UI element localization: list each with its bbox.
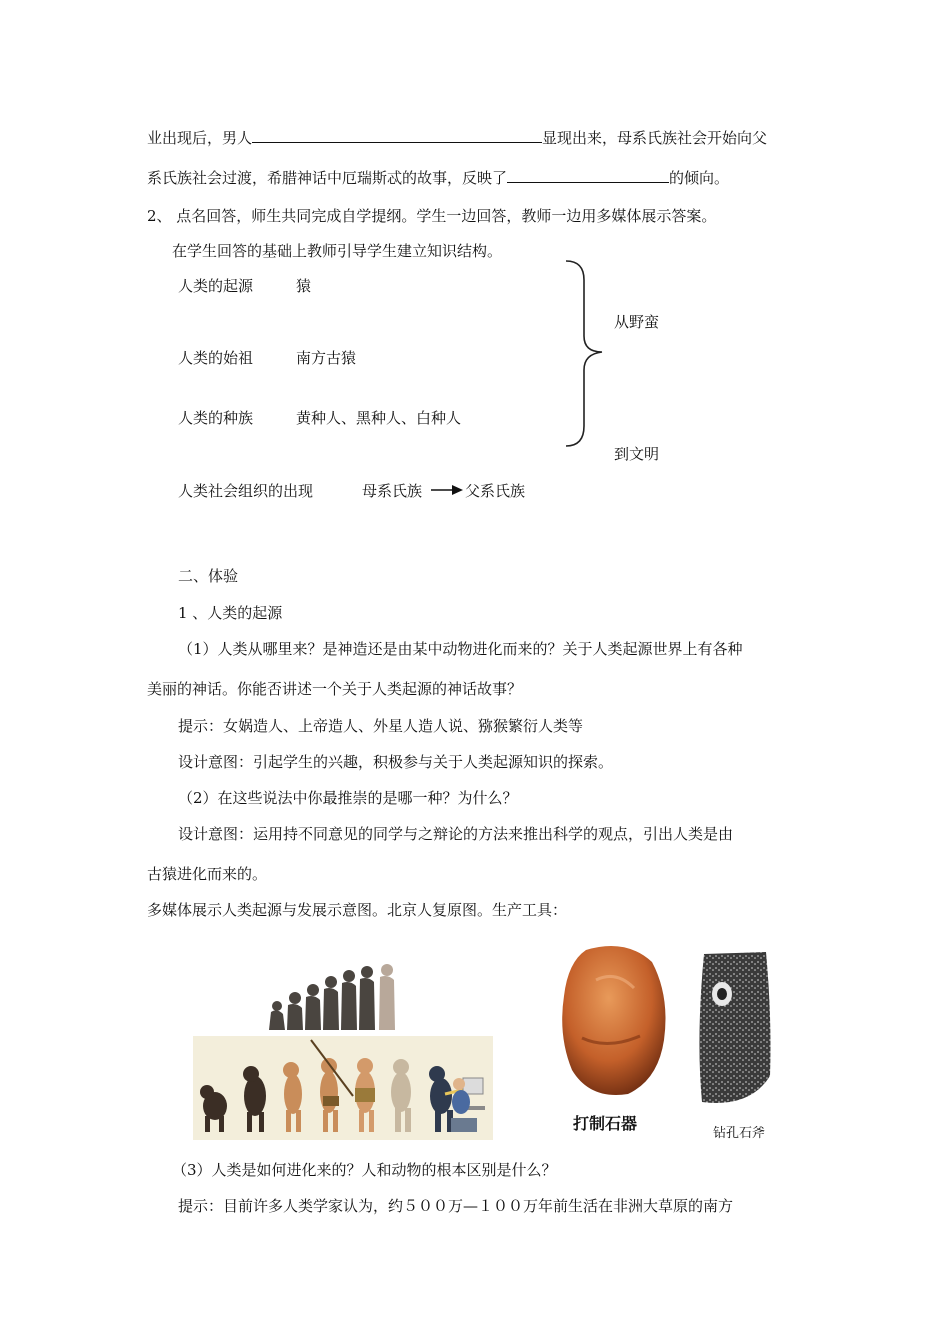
structure-intro: 在学生回答的基础上教师引导学生建立知识结构。 xyxy=(172,242,503,260)
hint-3: 提示：目前许多人类学家认为，约５００万—１００万年前生活在非洲大草原的南方 xyxy=(178,1197,734,1215)
design-intent-2-line-1: 设计意图：运用持不同意见的同学与之辩论的方法来推出科学的观点，引出人类是由 xyxy=(178,825,734,843)
brace-label-top: 从野蛮 xyxy=(614,313,660,331)
evolution-sequence-color-image xyxy=(193,1036,493,1140)
fill-blank-2 xyxy=(507,168,669,183)
structure-row-label-race: 人类的种族 xyxy=(178,409,254,427)
fill-blank-1 xyxy=(252,128,542,143)
section-heading: 二、体验 xyxy=(178,567,239,585)
caption-stone-axe: 钻孔石斧 xyxy=(713,1126,766,1141)
arrow-right-icon xyxy=(430,483,464,497)
curly-brace xyxy=(560,258,610,450)
design-intent-2-line-2: 古猿进化而来的。 xyxy=(147,865,268,883)
fill-line-1-text-a: 业出现后，男人 xyxy=(147,129,253,147)
fill-line-2-text-a: 系氏族社会过渡，希腊神话中厄瑞斯忒的故事，反映了 xyxy=(147,169,508,187)
chipped-stone-tool-image xyxy=(556,940,672,1102)
subsection-heading: 1 、人类的起源 xyxy=(178,604,283,622)
caption-chipped-stone: 打制石器 xyxy=(573,1114,638,1133)
question-1-line-2: 美丽的神话。你能否讲述一个关于人类起源的神话故事？ xyxy=(147,680,523,698)
fill-line-1-text-b: 显现出来，母系氏族社会开始向父 xyxy=(542,129,768,147)
structure-row-label-origin: 人类的起源 xyxy=(178,277,254,295)
question-3: （3）人类是如何进化来的？人和动物的根本区别是什么？ xyxy=(172,1161,557,1179)
question-2: （2）在这些说法中你最推崇的是哪一种？为什么？ xyxy=(178,789,518,807)
fill-line-2-text-b: 的倾向。 xyxy=(669,169,730,187)
structure-row-value-ancestor: 南方古猿 xyxy=(296,349,357,367)
perforated-stone-axe-image xyxy=(690,948,778,1110)
structure-org-label: 人类社会组织的出现 xyxy=(178,482,314,500)
fill-line-1 xyxy=(147,128,767,148)
evolution-sequence-small-image xyxy=(265,960,410,1032)
structure-row-label-ancestor: 人类的始祖 xyxy=(178,349,254,367)
structure-row-value-origin: 猿 xyxy=(296,277,312,295)
question-1-line-1: （1）人类从哪里来？是神造还是由某中动物进化而来的？关于人类起源世界上有各种 xyxy=(178,640,743,658)
step-2-text: 2、 点名回答，师生共同完成自学提纲。学生一边回答，教师一边用多媒体展示答案。 xyxy=(147,207,717,225)
structure-org-to: 父系氏族 xyxy=(465,482,526,500)
fill-line-2 xyxy=(147,168,729,188)
brace-label-bottom: 到文明 xyxy=(614,445,660,463)
design-intent-1: 设计意图：引起学生的兴趣，积极参与关于人类起源知识的探索。 xyxy=(178,753,614,771)
structure-row-value-race: 黄种人、黑种人、白种人 xyxy=(296,409,462,427)
structure-org-from: 母系氏族 xyxy=(362,482,423,500)
media-text: 多媒体展示人类起源与发展示意图。北京人复原图。生产工具： xyxy=(147,901,568,919)
hint-1: 提示：女娲造人、上帝造人、外星人造人说、猕猴繁衍人类等 xyxy=(178,717,584,735)
